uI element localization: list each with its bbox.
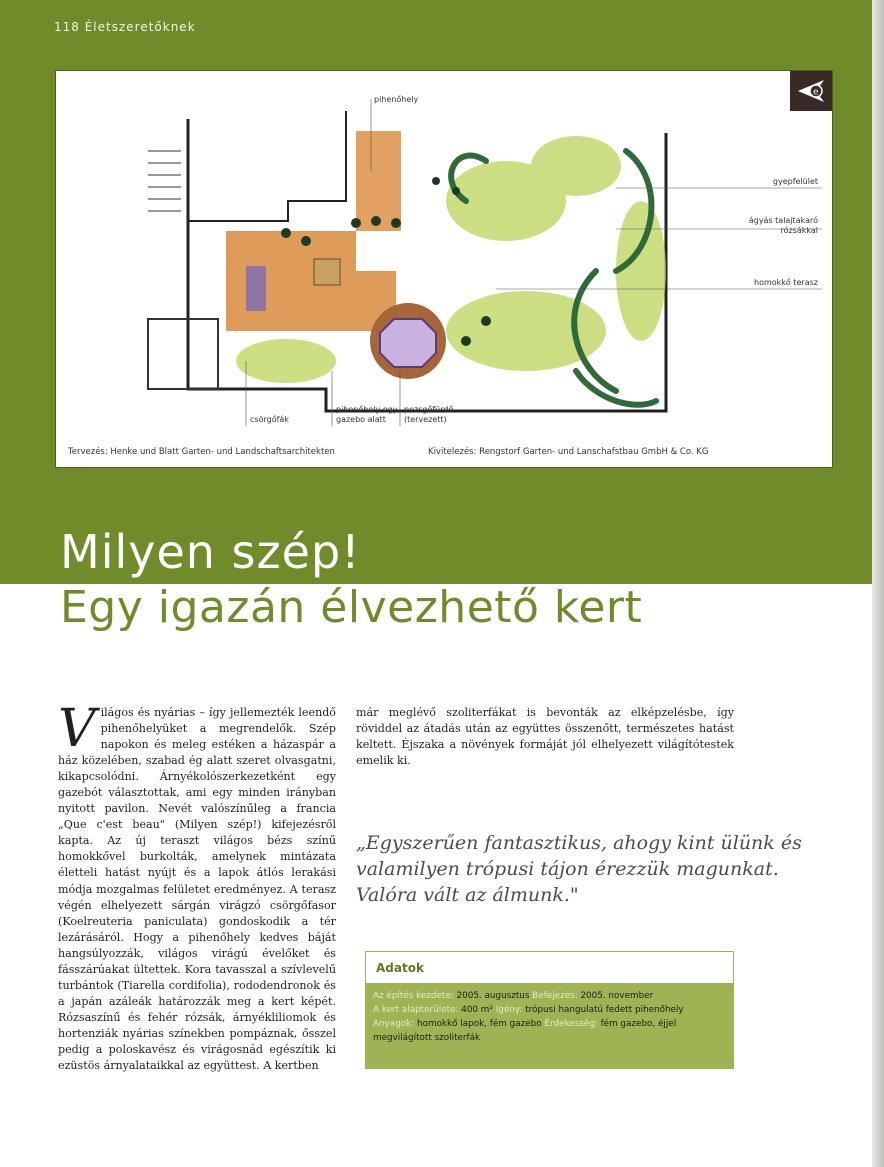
facts-end-label: Befejezés: (532, 991, 578, 1001)
facts-interest-label: Érdekesség: (544, 1019, 598, 1029)
label-gazebo-line1: pihenőhely egy (336, 405, 398, 414)
page-spine (872, 0, 884, 1167)
label-pihenohely: pihenőhely (374, 95, 419, 104)
nav-back-e-icon[interactable] (790, 71, 832, 111)
svg-text:e: e (813, 87, 819, 98)
facts-area-label: A kert alapterülete: (373, 1005, 459, 1015)
label-gyepfelulet: gyepfelület (772, 177, 818, 186)
facts-area-value: 400 m² (461, 1005, 493, 1015)
drop-cap: V (58, 699, 96, 759)
label-pezsgofurdo (404, 405, 453, 425)
label-gazebo (336, 405, 397, 425)
article-column-2: már meglévő szoliterfákat is bevonták az elképzelésbe, így röviddel az átadás után az együttes összenőtt, természetes hatást keltett. Éjszaka a növények formáját jól elhelyezett világítótestek emelik ki. (356, 706, 734, 768)
facts-body (373, 989, 728, 1045)
label-pezsgo-line1: pezsgőfürdő (404, 405, 454, 414)
facts-start-label: Az építés kezdete: (373, 991, 454, 1001)
facts-interest-value: fém gazebo, éjjel megvilágított szoliterfák (373, 1019, 677, 1043)
label-pezsgo-line2: (tervezett) (404, 415, 447, 424)
label-homokko: homokkő terasz (754, 278, 818, 287)
facts-end-value: 2005. november (580, 991, 654, 1001)
facts-materials-value: homokkő lapok, fém gazebo (417, 1019, 542, 1029)
label-agyas-line1: ágyás talajtakaró (748, 216, 818, 225)
facts-row-materials (373, 1017, 728, 1045)
headline-line2: Egy igazán élvezhető kert (60, 582, 643, 633)
garden-plan-frame (55, 70, 833, 468)
headline-line1: Milyen szép! (60, 525, 361, 579)
label-agyas-line2: rózsákkal (780, 226, 818, 235)
page-header: 118 Életszeretőknek (54, 20, 196, 34)
label-gazebo-line2: gazebo alatt (336, 415, 386, 424)
facts-row-area (373, 1003, 728, 1017)
facts-start-value: 2005. augusztus (456, 991, 530, 1001)
facts-need-label: Igény: (495, 1005, 523, 1015)
facts-row-dates (373, 989, 728, 1003)
credit-build: Kivitelezés: Rengstorf Garten- und Lanschafstbau GmbH & Co. KG (428, 447, 709, 457)
article-body-1: ilágos és nyárias – így jellemezték leendő pihenőhelyüket a megrendelők. Szép napokon és meleg estéken a házaspár a ház közelében, szabad ég alatt szeret olvasgatni, kikapcsolódni. Árnyékolószerkezetként egy gazebót választottak, ami egy minden irányban nyitott pavilon. Nevét valószínűleg a francia „Que c'est beau" (Milyen szép!) kifejezésről kapta. Az új teraszt világos bézs színű homokkővel burkolták, amelynek mintázata életteli hatást nyújt és a lapok átlós lerakási módja mozgalmas felületet eredményez. A terasz végén elhelyezett sárgán virágzó csörgőfasor (Koelreuteria paniculata) gondoskodik a tér lezárásáról. Hogy a pihenőhely kedves báját hangsúlyozzák, világos virágú évelőket és fásszárúakat ültettek. Kora tavasszal a szívlevelű turbántok (Tiarella cordifolia), rododendronok és a japán azáleák határozzák meg a kert képét. Rózsaszínű és fehér rózsák, árnyékliliomok és hortenziák nyárias színekben pompáznak, ősszel pedig a poloskavész és virágosnád egészítik ki ezüstös árnyalataikkal az együttest. A kertben (58, 706, 336, 1073)
label-csorgofak: csörgőfák (250, 415, 289, 424)
article-column-1 (58, 699, 336, 1074)
label-agyas (749, 216, 818, 236)
facts-box (365, 951, 734, 1069)
credit-design: Tervezés: Henke und Blatt Garten- und Landschaftsarchitekten (68, 447, 335, 457)
facts-materials-label: Anyagok: (373, 1019, 415, 1029)
pull-quote: „Egyszerűen fantasztikus, ahogy kint ülünk és valamilyen trópusi tájon érezzük magunkat. Valóra vált az álmunk." (356, 832, 802, 906)
facts-heading: Adatok (365, 951, 734, 984)
facts-need-value: trópusi hangulatú fedett pihenőhely (525, 1005, 684, 1015)
